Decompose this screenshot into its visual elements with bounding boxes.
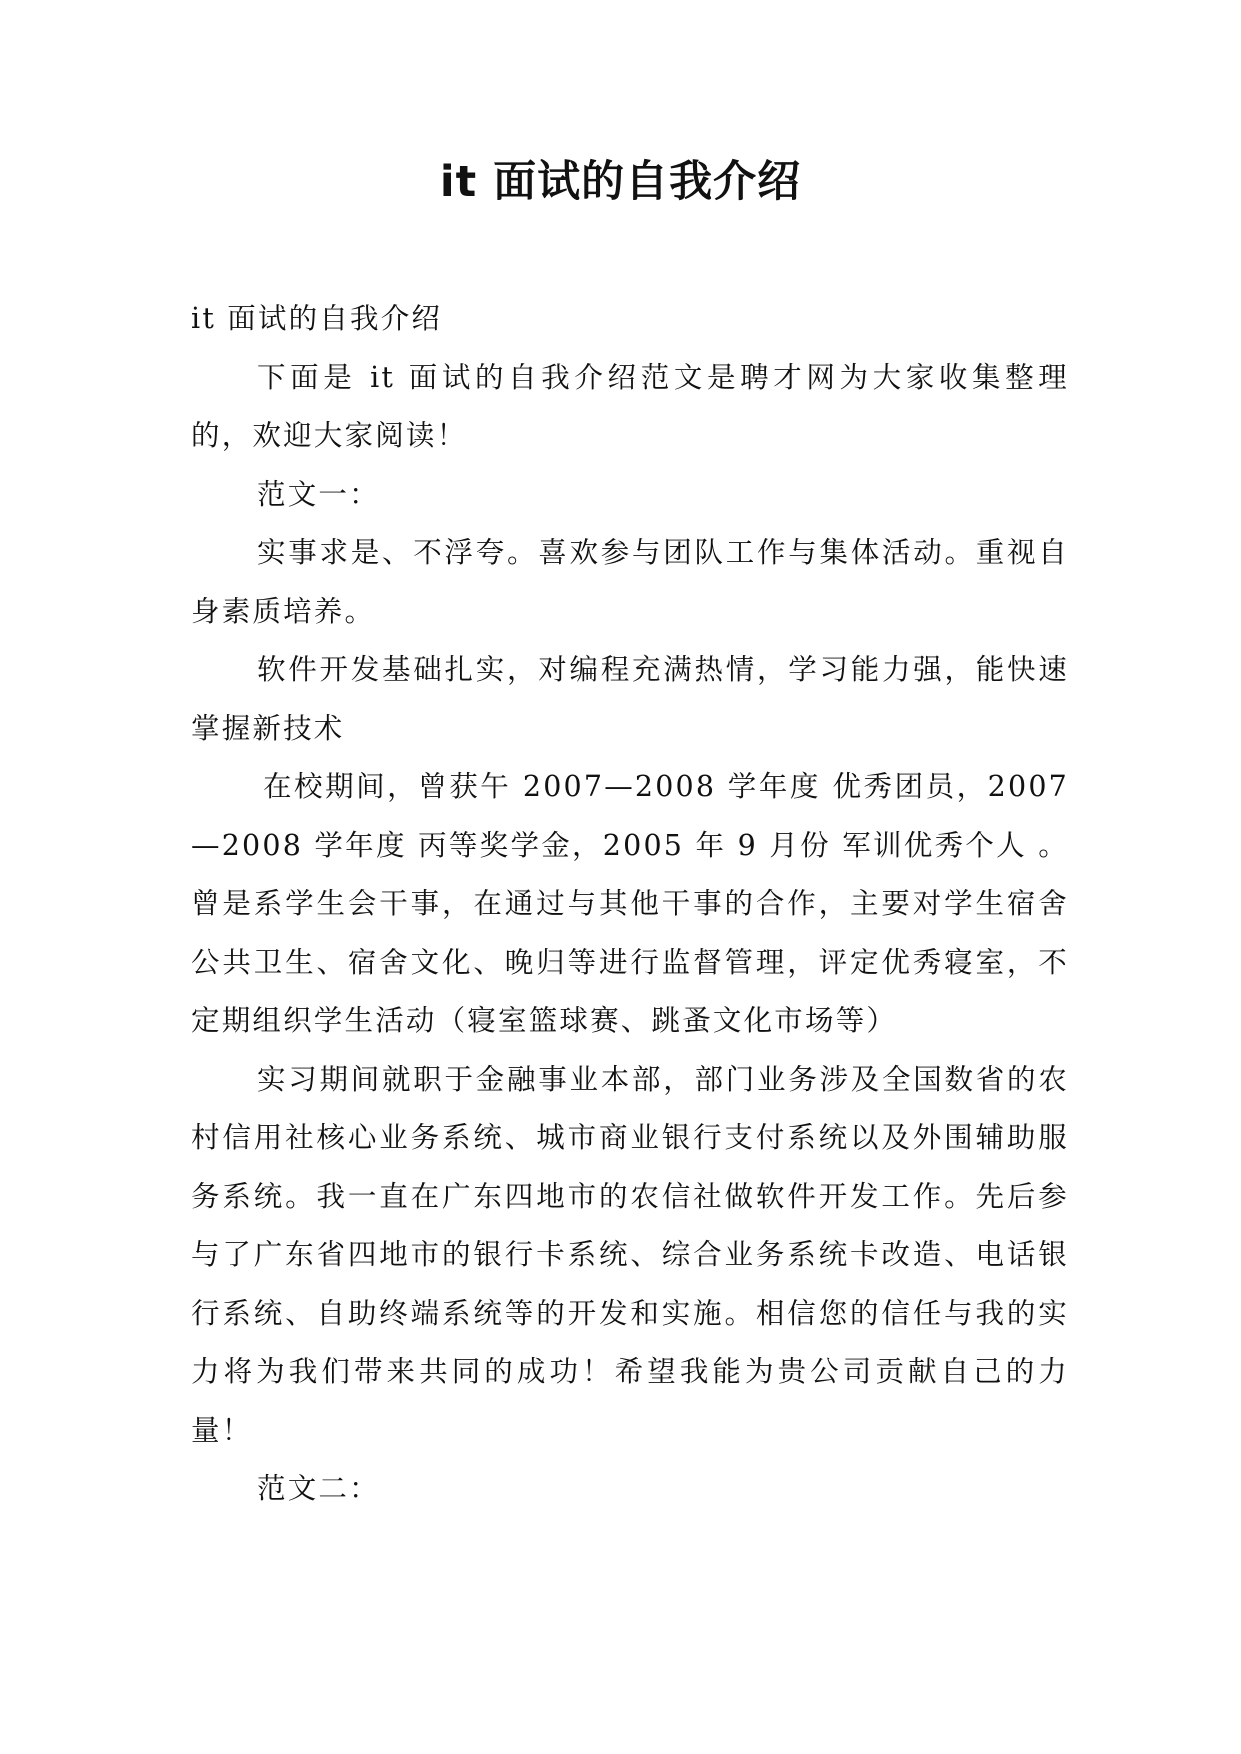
document-title: it 面试的自我介绍 xyxy=(439,157,802,207)
sample-two-heading: 范文二： xyxy=(257,1472,380,1505)
intro-paragraph: 下面是 it 面试的自我介绍范文是聘才网为大家收集整理的，欢迎大家阅读！ xyxy=(191,360,1069,452)
skills-paragraph: 软件开发基础扎实，对编程充满热情，学习能力强，能快速掌握新技术 xyxy=(191,653,1069,745)
personality-paragraph: 实事求是、不浮夸。喜欢参与团队工作与集体活动。重视自身素质培养。 xyxy=(191,536,1069,628)
internship-paragraph: 实习期间就职于金融事业本部，部门业务涉及全国数省的农村信用社核心业务系统、城市商业银行支付系统以及外围辅助服务系统。我一直在广东四地市的农信社做软件开发工作。先后参与了广东省四地市的银行卡系统、综合业务系统卡改造、电话银行系统、自助终端系统等的开发和实施。相信您的信任与我的实力将为我们带来共同的成功！希望我能为贵公司贡献自己的力量！ xyxy=(191,1062,1069,1447)
document-body xyxy=(191,290,1069,1519)
school-paragraph: 在校期间，曾获午 2007—2008 学年度 优秀团员，2007—2008 学年度 丙等奖学金，2005 年 9 月份 军训优秀个人 。曾是系学生会干事，在通过与其他干事的合作，主要对学生宿舍公共卫生、宿舍文化、晚归等进行监督管理，评定优秀寝室，不定期组织学生活动（寝室篮球赛、跳蚤文化市场等） xyxy=(191,770,1069,1037)
sample-one-heading: 范文一： xyxy=(257,477,380,511)
body-heading: it 面试的自我介绍 xyxy=(191,302,443,335)
